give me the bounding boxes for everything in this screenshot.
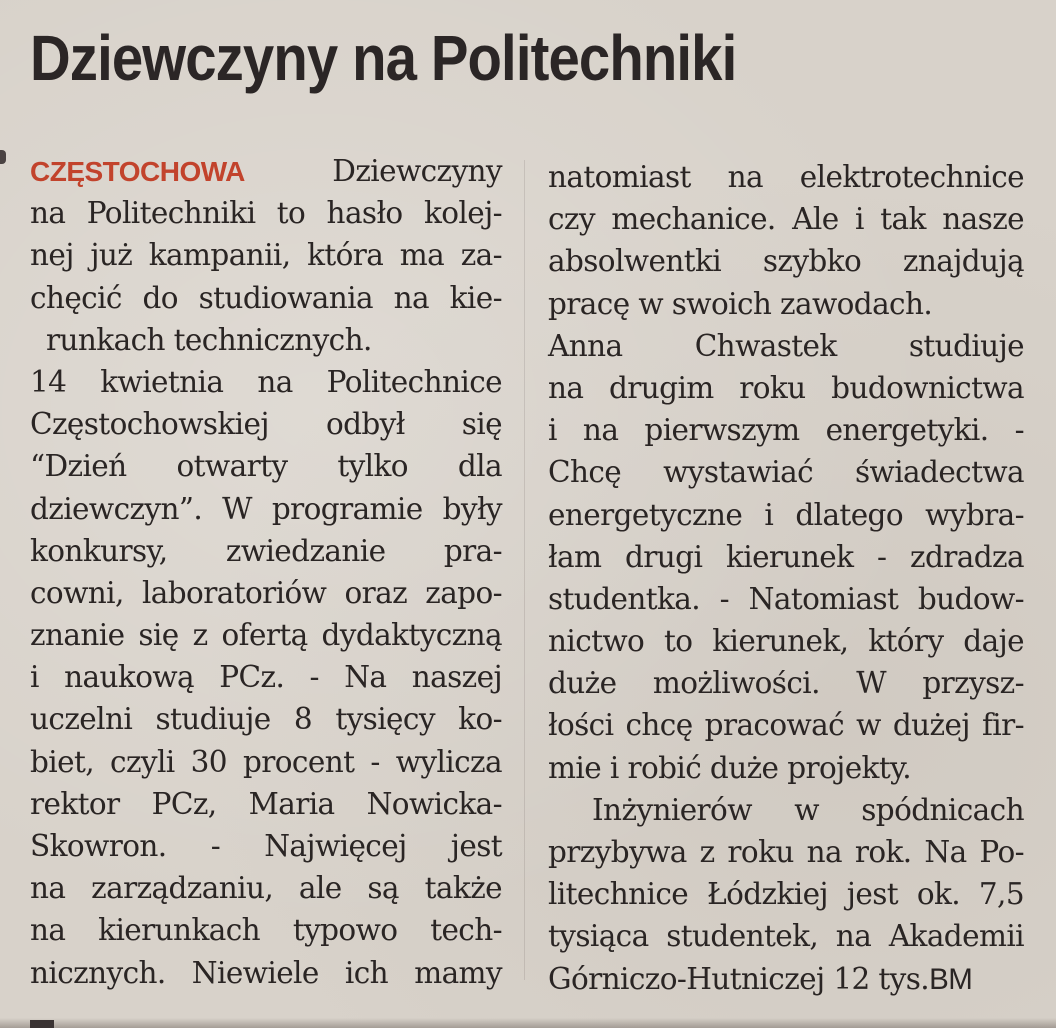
text-line: mie i robić duże projekty. [548,750,912,785]
cropped-next-article-mark [30,1020,54,1028]
text-line: Chcę wystawiać świadectwa [548,455,1024,490]
text-line: i na pierwszym energetyki. - [548,413,1024,448]
text-line [548,958,1024,1000]
text-line: nictwo to kierunek, który daje [548,624,1024,659]
text-line: rektor PCz, Maria Nowicka- [30,786,502,821]
text-line: na kierunkach typowo tech- [30,913,502,948]
text-line: tysiąca studentek, na Akademii [548,919,1024,954]
text-line: przybywa z roku na rok. Na Po- [548,835,1024,869]
text-line: i naukową PCz. - Na naszej [30,660,502,695]
text-line: znanie się z ofertą dydaktyczną [30,618,502,653]
text-span: Górniczo-Hutniczej 12 tys. [548,961,930,996]
text-line: studentka. - Natomiast budow- [548,581,1024,616]
text-line: czy mechanice. Ale i tak nasze [548,202,1024,237]
text-line: łości chcę pracować w dużej fir- [548,708,1024,743]
column-divider [524,160,525,980]
text-line: nej już kampanii, która ma za- [30,238,502,273]
left-column [30,150,502,994]
text-line: konkursy, zwiedzanie pra- [30,533,502,568]
text-line [30,150,502,192]
margin-mark [0,150,6,164]
text-span: Dziewczyny [332,154,502,188]
text-line: absolwentki szybko znajdują [548,244,1024,279]
text-line: runkach technicznych. [46,322,372,357]
text-line: na drugim roku budownictwa [548,370,1024,405]
text-line: 14 kwietnia na Politechnice [30,364,502,399]
right-column [548,156,1024,1000]
text-line: biet, czyli 30 procent - wylicza [30,744,502,779]
scan-bottom-edge [0,1018,1056,1028]
text-line: pracę w swoich zawodach. [548,286,933,321]
text-line: Anna Chwastek studiuje [548,328,1024,363]
text-line: cowni, laboratoriów oraz zapo- [30,575,502,610]
text-line: energetyczne i dlatego wybra- [548,497,1024,532]
text-line: Inżynierów w spódnicach [592,792,1024,827]
article-headline: Dziewczyny na Politechniki [30,22,737,94]
text-line: Skowron. - Najwięcej jest [30,829,502,863]
text-line: łam drugi kierunek - zdradza [548,539,1024,574]
text-line: uczelni studiuje 8 tysięcy ko- [30,702,502,737]
author-signature: BM [929,962,973,996]
text-line: “Dzień otwarty tylko dla [30,449,502,484]
text-line: Częstochowskiej odbył się [30,407,502,442]
text-line: na zarządzaniu, ale są także [30,871,502,906]
dateline: CZĘSTOCHOWA [30,156,245,187]
text-line: na Politechniki to hasło kolej- [30,196,502,231]
text-line: natomiast na elektrotechnice [548,160,1024,194]
text-line: dziewczyn”. W programie były [30,491,502,526]
text-line: litechnice Łódzkiej jest ok. 7,5 [548,877,1024,912]
text-line: nicznych. Niewiele ich mamy [30,955,502,990]
text-line: duże możliwości. W przysz- [548,666,1024,701]
text-line: chęcić do studiowania na kie- [30,280,502,315]
